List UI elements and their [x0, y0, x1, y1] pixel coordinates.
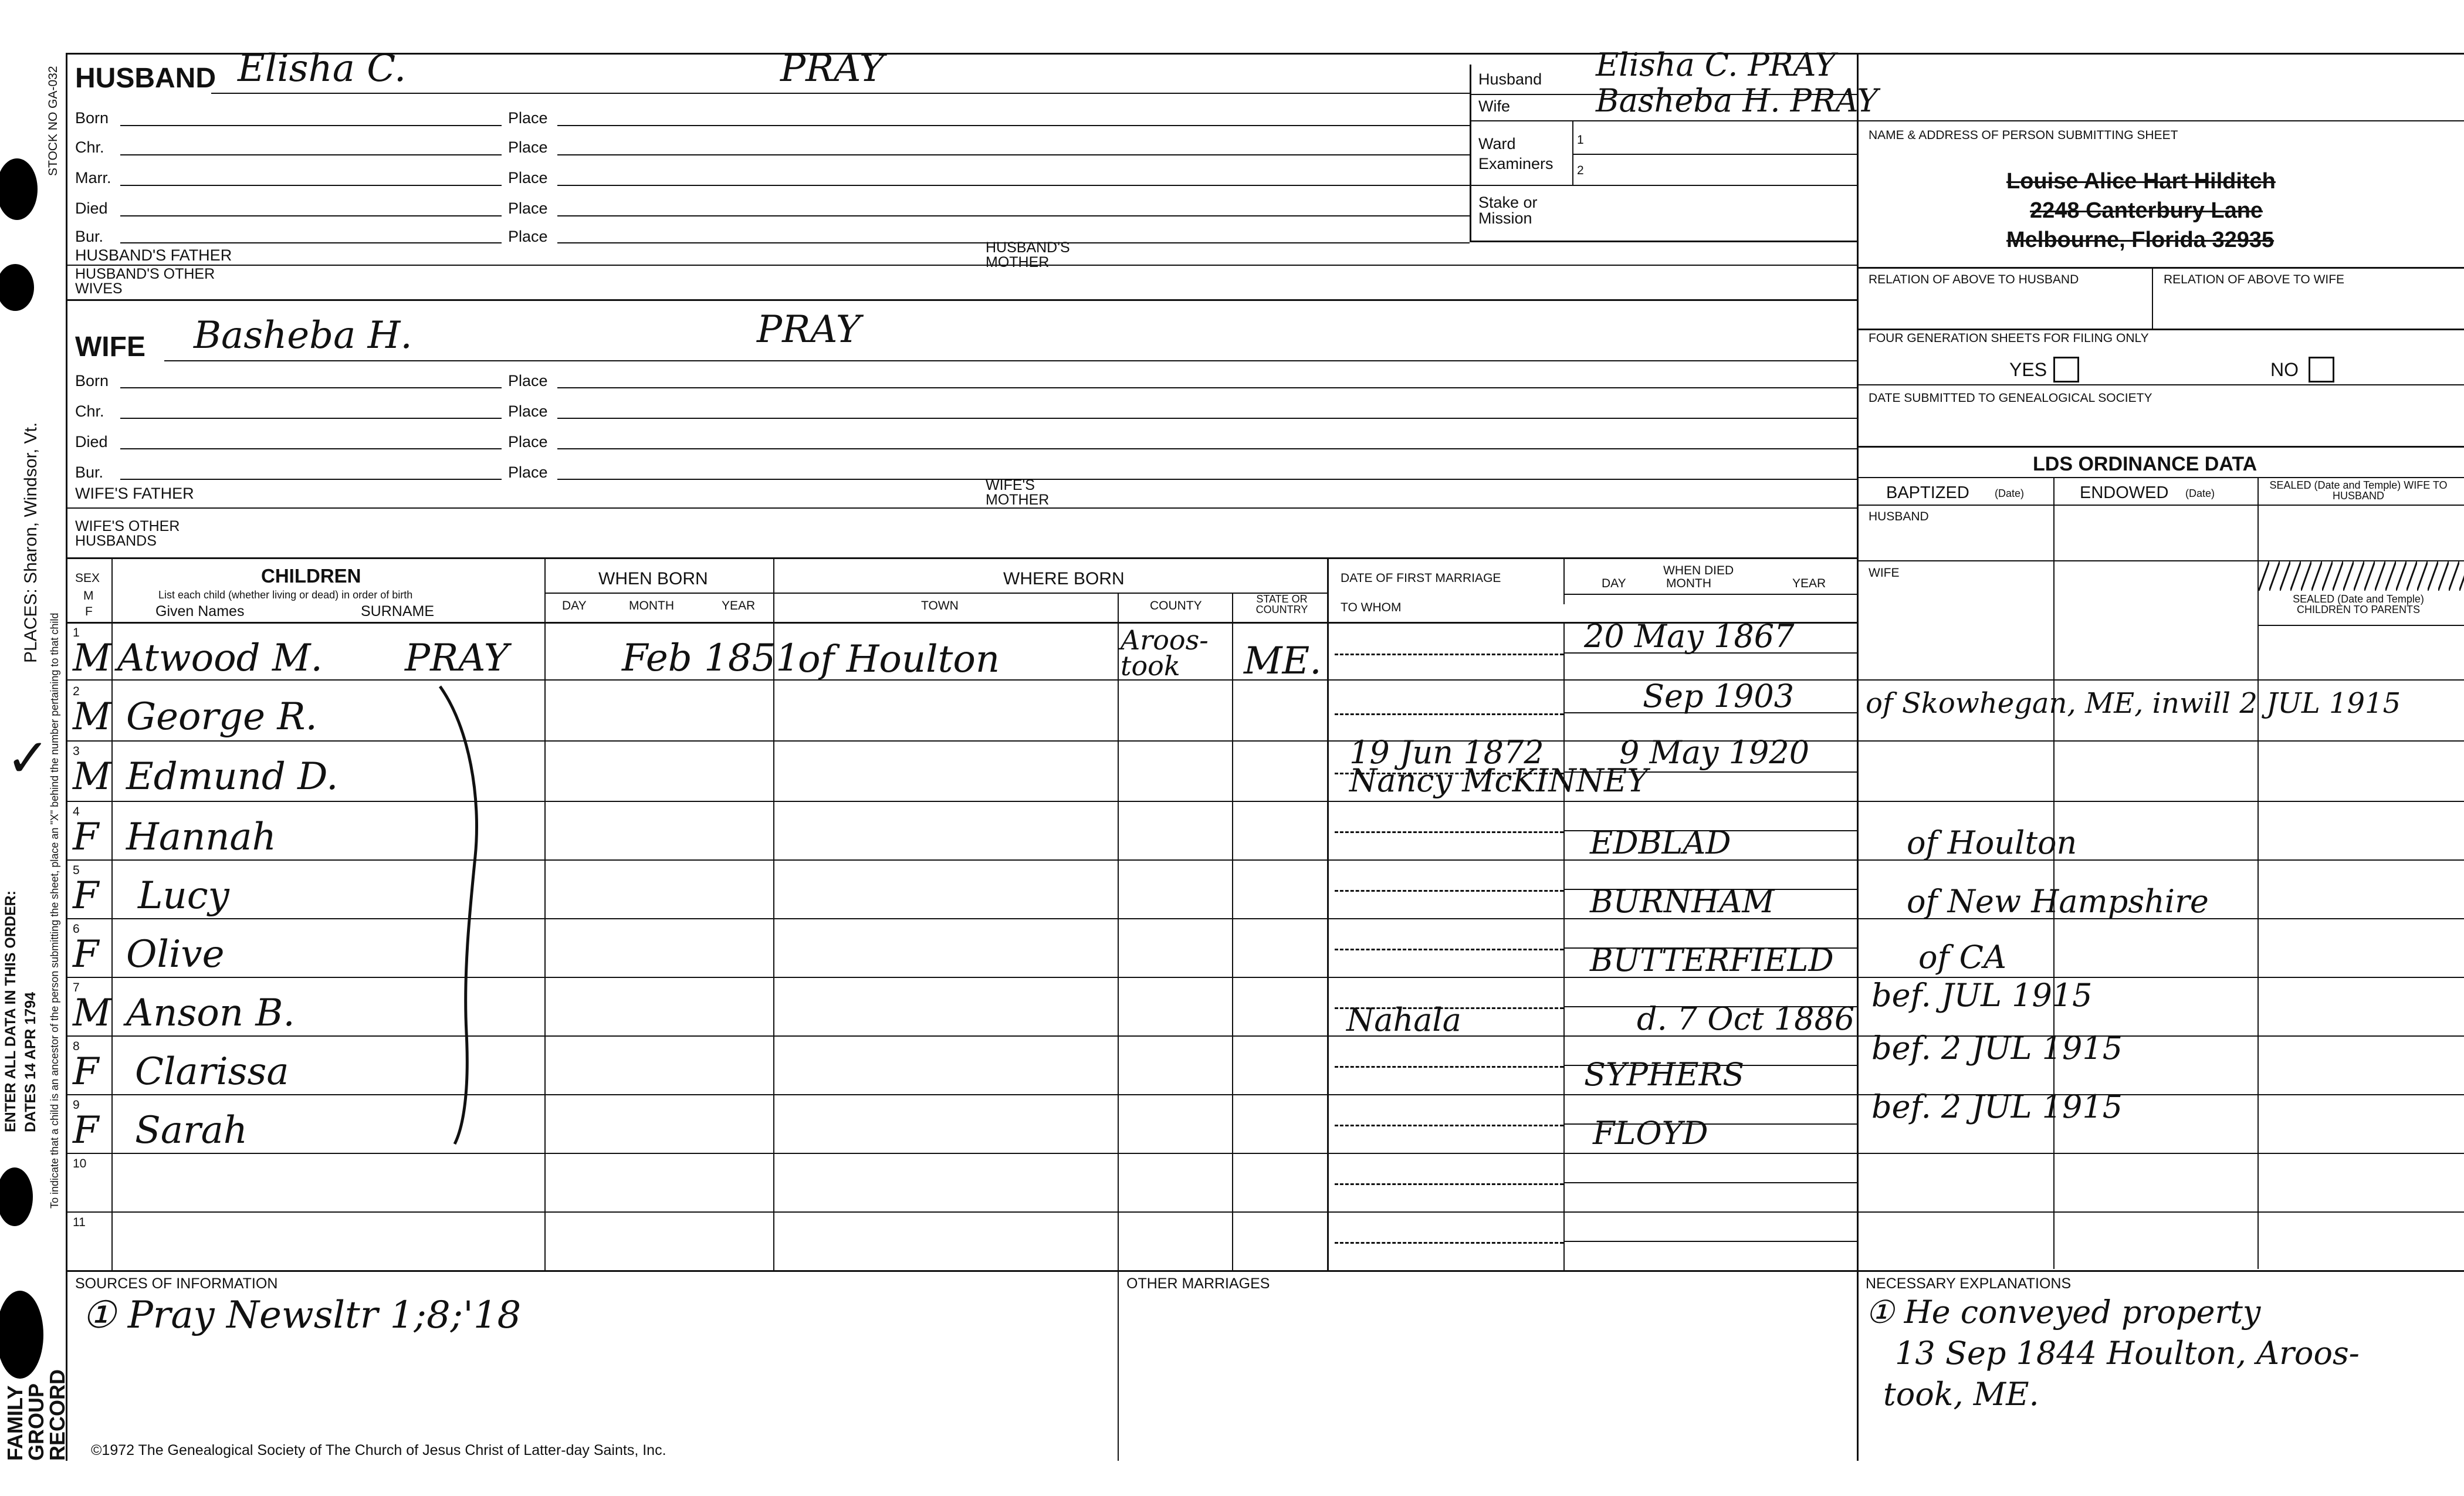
copyright: ©1972 The Genealogical Society of The Church of Jesus Christ of Latter-day Saints, Inc. — [91, 1442, 666, 1458]
row-number: 5 — [73, 864, 80, 877]
sealed-children-label: SEALED (Date and Temple) CHILDREN TO PARENTS — [2293, 593, 2424, 615]
col-divider — [1118, 593, 1119, 1270]
child-given-name: Sarah — [135, 1109, 248, 1152]
fill-line — [120, 387, 502, 388]
marriage-dash — [1335, 1242, 1563, 1244]
header-box-bottom — [1470, 241, 1857, 242]
explanation-line-3: took, ME. — [1883, 1376, 2039, 1413]
explanation-line-1: ① He conveyed property — [1866, 1294, 2261, 1331]
child-spouse: BURNHAM — [1590, 883, 1775, 920]
fill-line — [120, 215, 502, 216]
explanation-line-2: 13 Sep 1844 Houlton, Aroos- — [1895, 1335, 2360, 1372]
submitter-label: NAME & ADDRESS OF PERSON SUBMITTING SHEET — [1869, 128, 2178, 142]
husband-bur-label: Bur. — [75, 228, 104, 245]
child-lds-note: of Skowhegan, ME, inwill 2 JUL 1915 — [1866, 687, 2401, 720]
row-number: 1 — [73, 626, 80, 639]
child-marriage-date: 19 Jun 1872 — [1349, 734, 1544, 771]
died-year-header: YEAR — [1792, 577, 1826, 590]
wife-label: WIFE — [75, 331, 145, 363]
sealed-wife-label: SEALED (Date and Temple) WIFE TO HUSBAND — [2269, 479, 2448, 502]
sources-value: ① Pray Newsltr 1;8;'18 — [82, 1294, 522, 1337]
col-divider — [544, 557, 546, 1270]
child-sex: F — [73, 933, 99, 976]
sex-header: SEX — [75, 571, 100, 585]
when-died-header: WHEN DIED — [1663, 564, 1734, 577]
first-marriage-header: DATE OF FIRST MARRIAGE — [1341, 571, 1501, 585]
child-born-date: Feb 1851 — [622, 637, 800, 680]
row-number: 4 — [73, 805, 80, 818]
section-divider — [66, 299, 1859, 301]
wife-place-label: Place — [508, 402, 548, 420]
col-divider — [1327, 557, 1329, 1270]
examiner-1-number: 1 — [1577, 133, 1584, 147]
marriage-dash — [1335, 949, 1563, 950]
husband-place-label: Place — [508, 199, 548, 217]
yes-checkbox[interactable] — [2053, 357, 2079, 383]
child-born-state: ME. — [1244, 639, 1322, 683]
fill-line — [120, 479, 502, 480]
ward-label: Ward — [1478, 135, 1516, 153]
child-lds-note: of New Hampshire — [1907, 883, 2209, 920]
row-number: 3 — [73, 744, 80, 758]
baptized-label: BAPTIZED — [1886, 483, 1969, 502]
child-sex: F — [73, 1109, 99, 1152]
child-given-name: Clarissa — [135, 1050, 289, 1094]
born-day-header: DAY — [562, 599, 587, 612]
fill-line — [120, 418, 502, 419]
section-divider — [66, 557, 1859, 559]
lds-wife-label: WIFE — [1869, 566, 1900, 580]
husband-name-line — [211, 93, 1470, 94]
husband-marr-label: Marr. — [75, 169, 111, 187]
other-marriages-label: OTHER MARRIAGES — [1126, 1275, 1270, 1292]
wife-father-label: WIFE'S FATHER — [75, 485, 194, 502]
section-divider — [2257, 625, 2464, 626]
fill-line — [120, 242, 502, 243]
submitter-street: 2248 Canterbury Lane — [2030, 198, 2263, 223]
punch-hole — [0, 264, 34, 311]
relation-to-husband-label: RELATION OF ABOVE TO HUSBAND — [1869, 273, 2079, 286]
child-lds-note: bef. 2 JUL 1915 — [1871, 1088, 2123, 1125]
fill-line — [1572, 154, 1857, 155]
fill-line — [557, 125, 1470, 126]
fill-line — [67, 507, 1857, 509]
state-header: STATE OR COUNTRY — [1255, 593, 1308, 615]
fill-line — [557, 185, 1470, 186]
section-divider — [1857, 267, 2464, 269]
child-sex: F — [73, 815, 99, 859]
marriage-dash — [1335, 1066, 1563, 1068]
child-spouse: Nancy McKINNEY — [1349, 762, 1648, 799]
child-given-name: Anson B. — [126, 991, 295, 1035]
husband-label: HUSBAND — [75, 63, 216, 94]
fill-line — [120, 448, 502, 449]
examiners-label: Examiners — [1478, 155, 1553, 172]
fill-line — [557, 479, 1857, 480]
child-lds-note: bef. JUL 1915 — [1871, 977, 2093, 1014]
ancestor-instruction: To indicate that a child is an ancestor of the person submitting the sheet, place an "X" behind the number pertaining to that child — [49, 612, 60, 1209]
husband-given-name: Elisha C. — [238, 47, 407, 90]
fill-line — [557, 448, 1857, 449]
born-month-header: MONTH — [629, 599, 674, 612]
row-number: 11 — [73, 1216, 86, 1229]
child-lds-note: of CA — [1918, 939, 2006, 976]
submitter-city: Melbourne, Florida 32935 — [2006, 228, 2275, 252]
wife-place-label: Place — [508, 433, 548, 451]
husband-born-label: Born — [75, 109, 109, 127]
surname-header: SURNAME — [361, 603, 435, 620]
row-line — [66, 1211, 2464, 1213]
lds-husband-label: HUSBAND — [1869, 510, 1929, 523]
form-top-border — [66, 53, 2464, 55]
died-month-header: MONTH — [1666, 577, 1711, 590]
child-spouse: EDBLAD — [1590, 824, 1731, 861]
died-row-line — [1563, 1182, 1857, 1183]
husband-surname: PRAY — [780, 47, 885, 90]
fill-line — [557, 387, 1857, 388]
lds-col-divider — [2053, 477, 2055, 1269]
row-line — [66, 1153, 2464, 1154]
col-divider — [1563, 557, 1565, 604]
explanations-label: NECESSARY EXPLANATIONS — [1866, 1275, 2072, 1292]
lds-col-divider — [2257, 477, 2259, 1269]
wife-name-line — [164, 360, 1857, 361]
lds-title: LDS ORDINANCE DATA — [2033, 453, 2257, 475]
child-died: Sep 1903 — [1643, 678, 1795, 715]
row-number: 6 — [73, 922, 80, 936]
child-spouse: BUTTERFIELD — [1590, 942, 1834, 979]
header-husband-value: Elisha C. PRAY — [1596, 46, 1836, 83]
when-born-header: WHEN BORN — [598, 569, 708, 588]
section-divider — [1857, 329, 2464, 330]
header-box-left — [1470, 65, 1471, 241]
section-divider — [1857, 384, 2464, 385]
husband-place-label: Place — [508, 138, 548, 156]
child-marriage-date: Nahala — [1346, 1001, 1461, 1038]
punch-hole — [0, 1167, 33, 1226]
examiner-2-number: 2 — [1577, 164, 1584, 177]
given-names-header: Given Names — [155, 603, 245, 620]
examiner-divider — [1572, 120, 1573, 185]
form-title: FAMILY GROUP RECORD — [3, 1369, 69, 1461]
fill-line — [120, 185, 502, 186]
wife-mother-label: WIFE'S MOTHER — [986, 477, 1050, 508]
header-husband-label: Husband — [1478, 70, 1542, 88]
marriage-dash — [1335, 654, 1563, 655]
places-note: PLACES: Sharon, Windsor, Vt. — [21, 422, 40, 663]
marriage-dash — [1335, 831, 1563, 833]
stock-number: STOCK NO GA-032 — [46, 66, 60, 176]
child-given-name: Lucy — [138, 874, 229, 918]
section-divider — [1857, 477, 2464, 478]
husband-mother-label: HUSBAND'S MOTHER — [986, 239, 1070, 270]
section-divider — [1857, 446, 2464, 448]
surname-ditto-bracket — [428, 681, 499, 1150]
header-wife-value: Basheba H. PRAY — [1596, 82, 1879, 119]
child-died: 9 May 1920 — [1619, 734, 1810, 771]
wife-place-label: Place — [508, 463, 548, 481]
wife-other-husbands-label: WIFE'S OTHER HUSBANDS — [75, 518, 180, 549]
husband-place-label: Place — [508, 228, 548, 245]
sex-f-header: F — [85, 605, 93, 618]
child-given-name: Olive — [126, 933, 225, 976]
child-sex: F — [73, 874, 99, 918]
child-died: d. 7 Oct 1886 — [1637, 1000, 1855, 1037]
row-line — [66, 859, 2464, 861]
fill-line — [1470, 185, 1857, 186]
child-spouse: SYPHERS — [1584, 1056, 1745, 1093]
where-born-header: WHERE BORN — [1003, 569, 1125, 588]
county-header: COUNTY — [1150, 599, 1202, 612]
bottom-divider — [1118, 1270, 1119, 1461]
to-whom-header: TO WHOM — [1341, 601, 1402, 614]
table-bottom-line — [66, 1270, 2464, 1272]
four-gen-label: FOUR GENERATION SHEETS FOR FILING ONLY — [1869, 331, 2149, 345]
children-note: List each child (whether living or dead) in order of birth — [158, 589, 413, 601]
stake-mission-label: Stake or Mission — [1478, 194, 1538, 227]
husband-died-label: Died — [75, 199, 108, 217]
child-surname: PRAY — [405, 637, 509, 680]
husband-place-label: Place — [508, 109, 548, 127]
town-header: TOWN — [921, 599, 959, 612]
husband-chr-label: Chr. — [75, 138, 104, 156]
child-born-county: Aroos-took — [1121, 624, 1209, 682]
relation-to-wife-label: RELATION OF ABOVE TO WIFE — [2164, 273, 2345, 286]
hatch-pattern — [2259, 561, 2464, 591]
row-line — [66, 801, 2464, 802]
wife-surname: PRAY — [757, 308, 861, 351]
child-lds-note: of Houlton — [1907, 824, 2077, 861]
section-divider — [1857, 505, 2464, 506]
child-sex: M — [73, 695, 111, 739]
check-mark: ✓ — [6, 727, 50, 789]
header-row-line — [544, 593, 1327, 594]
husband-other-wives-label: HUSBAND'S OTHER WIVES — [75, 266, 215, 297]
header-row-line — [1563, 594, 1857, 595]
no-checkbox[interactable] — [2309, 357, 2334, 383]
wife-died-label: Died — [75, 433, 108, 451]
husband-father-label: HUSBAND'S FATHER — [75, 246, 232, 264]
col-divider — [111, 557, 113, 1270]
right-panel-left — [1857, 53, 1859, 1461]
died-day-header: DAY — [1602, 577, 1626, 590]
child-spouse: FLOYD — [1593, 1115, 1708, 1152]
fill-line — [67, 265, 1857, 266]
fill-line — [557, 418, 1857, 419]
relation-divider — [2152, 267, 2153, 329]
row-line — [66, 977, 2464, 978]
row-number: 7 — [73, 981, 80, 994]
row-line — [66, 740, 2464, 742]
wife-given-name: Basheba H. — [194, 314, 412, 357]
died-left-tick — [1563, 622, 1565, 1270]
wife-place-label: Place — [508, 372, 548, 390]
fill-line — [120, 154, 502, 155]
child-died: 20 May 1867 — [1584, 618, 1795, 655]
child-given-name: Hannah — [126, 815, 276, 859]
child-sex: F — [73, 1050, 99, 1094]
child-sex: M — [73, 755, 111, 798]
row-number: 2 — [73, 685, 80, 698]
endowed-date-label: (Date) — [2185, 488, 2215, 499]
enter-all-data-note: ENTER ALL DATA IN THIS ORDER: — [2, 890, 19, 1132]
child-lds-note: bef. 2 JUL 1915 — [1871, 1030, 2123, 1067]
submitter-name: Louise Alice Hart Hilditch — [2006, 169, 2276, 194]
no-label: NO — [2270, 359, 2299, 380]
yes-label: YES — [2009, 359, 2047, 380]
died-row-line — [1563, 1241, 1857, 1242]
husband-place-label: Place — [508, 169, 548, 187]
row-number: 9 — [73, 1098, 80, 1112]
wife-chr-label: Chr. — [75, 402, 104, 420]
marriage-dash — [1335, 713, 1563, 715]
sources-label: SOURCES OF INFORMATION — [75, 1275, 278, 1292]
child-given-name: Atwood M. — [117, 637, 323, 680]
fill-line — [1470, 120, 2464, 121]
marriage-dash — [1335, 890, 1563, 892]
child-given-name: George R. — [126, 695, 317, 739]
wife-born-label: Born — [75, 372, 109, 390]
baptized-date-label: (Date) — [1995, 488, 2025, 499]
marriage-dash — [1335, 1125, 1563, 1126]
child-given-name: Edmund D. — [126, 755, 339, 798]
born-year-header: YEAR — [722, 599, 756, 612]
fill-line — [557, 215, 1470, 216]
row-number: 8 — [73, 1040, 80, 1053]
date-submitted-label: DATE SUBMITTED TO GENEALOGICAL SOCIETY — [1869, 391, 2152, 405]
sex-m-header: M — [83, 589, 94, 603]
form-left-border — [66, 53, 67, 1461]
dates-note: DATES 14 APR 1794 — [22, 992, 39, 1132]
fill-line — [120, 125, 502, 126]
marriage-dash — [1335, 1183, 1563, 1185]
punch-hole — [0, 158, 38, 220]
header-wife-label: Wife — [1478, 97, 1510, 115]
child-sex: M — [73, 637, 111, 680]
endowed-label: ENDOWED — [2080, 483, 2169, 502]
col-divider — [1232, 593, 1233, 1270]
children-header: CHILDREN — [261, 565, 361, 587]
fill-line — [557, 154, 1470, 155]
wife-bur-label: Bur. — [75, 463, 104, 481]
child-sex: M — [73, 991, 111, 1035]
row-number: 10 — [73, 1157, 87, 1170]
child-born-town: of Houlton — [798, 638, 1000, 681]
